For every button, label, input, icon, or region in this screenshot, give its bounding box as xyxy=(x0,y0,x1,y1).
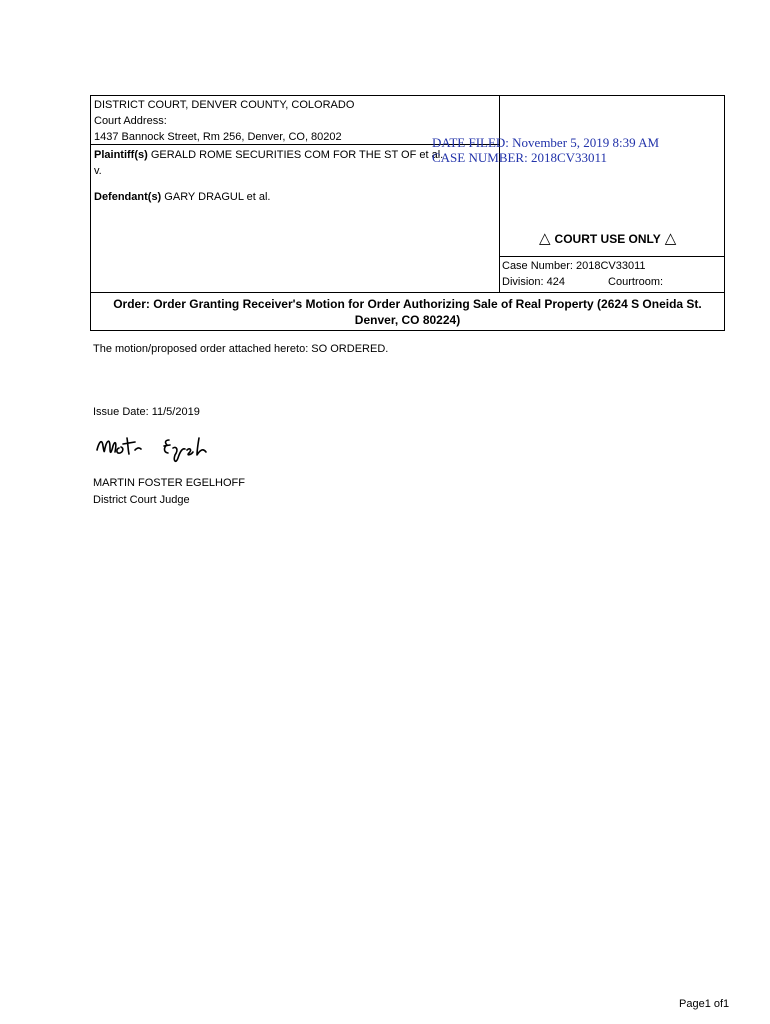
divider xyxy=(91,292,724,293)
order-body-text: The motion/proposed order attached hereto: SO ORDERED. xyxy=(93,343,389,355)
case-number: Case Number: 2018CV33011 xyxy=(502,260,646,272)
judge-block xyxy=(93,475,245,509)
warning-triangle-icon: △ xyxy=(539,230,551,247)
filing-stamp xyxy=(432,135,659,165)
date-filed-stamp: DATE FILED: November 5, 2019 8:39 AM xyxy=(432,135,660,150)
divider xyxy=(499,256,725,257)
defendant-name: GARY DRAGUL et al. xyxy=(164,191,271,203)
division: Division: 424 xyxy=(502,276,565,288)
versus-text: v. xyxy=(94,165,102,177)
defendant-label: Defendant(s) xyxy=(94,191,162,203)
order-title: Order: Order Granting Receiver's Motion for Order Authorizing Sale of Real Property (2624 S Oneida St. Denver, CO 80224) xyxy=(113,297,702,327)
court-address-label: Court Address: xyxy=(94,115,167,127)
plaintiff-label: Plaintiff(s) xyxy=(94,149,148,161)
plaintiff-name: GERALD ROME SECURITIES COM FOR THE ST OF et al. xyxy=(150,149,444,161)
case-info-block xyxy=(502,258,663,290)
judge-name: MARTIN FOSTER EGELHOFF xyxy=(93,477,245,489)
court-address: 1437 Bannock Street, Rm 256, Denver, CO, 80202 xyxy=(94,131,342,143)
caption-left-column xyxy=(91,96,500,292)
plaintiff-line xyxy=(94,147,443,163)
division-line xyxy=(502,274,663,290)
caption-right-column xyxy=(499,96,725,292)
judge-signature xyxy=(93,428,233,475)
warning-triangle-icon: △ xyxy=(664,230,677,247)
parties-block xyxy=(94,147,443,205)
court-use-only-label: COURT USE ONLY xyxy=(554,232,661,246)
judge-title: District Court Judge xyxy=(93,494,190,506)
case-caption-box xyxy=(90,95,725,331)
court-name: DISTRICT COURT, DENVER COUNTY, COLORADO xyxy=(94,99,355,111)
page-number: Page1 of1 xyxy=(679,998,730,1010)
case-number-stamp: CASE NUMBER: 2018CV33011 xyxy=(432,150,608,165)
issue-date: Issue Date: 11/5/2019 xyxy=(93,406,200,418)
courtroom: Courtroom: xyxy=(608,276,664,288)
court-address-block xyxy=(94,97,354,145)
court-use-only-heading xyxy=(539,232,676,246)
defendant-line xyxy=(94,189,443,205)
